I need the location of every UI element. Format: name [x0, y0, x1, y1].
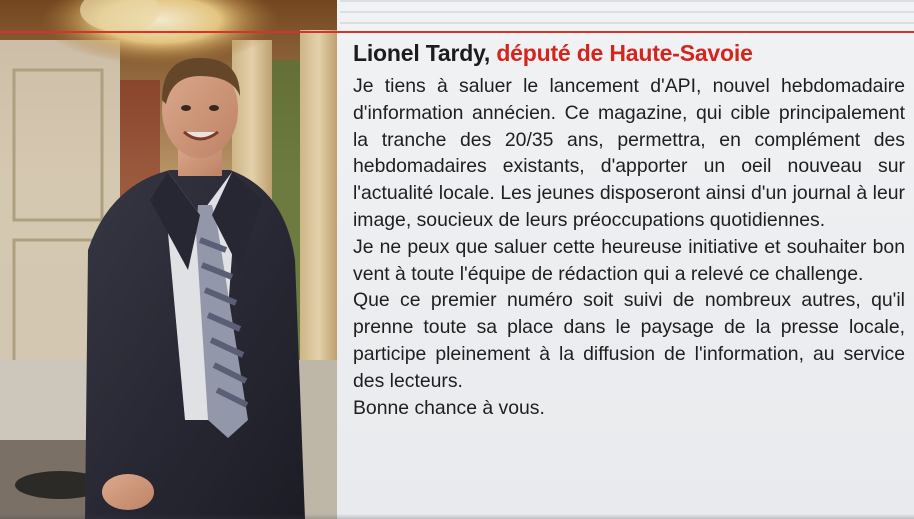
- paragraph-1: Je tiens à saluer le lancement d'API, nouvel hebdomadaire d'information annécien. Ce magazine, qui cible principalement la tranche des 20/35 ans, permettra, en complément des hebdomadaires existants, d'apporter un oeil nouveau sur l'actualité locale. Les jeunes disposeront ainsi d'un journal à leur image, soucieux de leurs préoccupations quotidiennes.: [353, 75, 905, 231]
- page-edge-shadow: [0, 514, 914, 519]
- red-header-rule: [0, 31, 914, 33]
- article-column: [353, 38, 905, 421]
- author-name: Lionel Tardy,: [353, 40, 491, 66]
- portrait-photo: [0, 0, 337, 519]
- paragraph-4: Bonne chance à vous.: [353, 396, 545, 419]
- article-headline: [353, 38, 905, 68]
- paragraph-3: Que ce premier numéro soit suivi de nombreux autres, qu'il prenne toute sa place dans le paysage de la presse locale, participe pleinement à la diffusion de l'information, au service des lecteurs.: [353, 289, 905, 392]
- paragraph-2: Je ne peux que saluer cette heureuse initiative et souhaiter bon vent à toute l'équipe de rédaction qui a relevé ce challenge.: [353, 235, 905, 285]
- bleed-through-text: [340, 0, 914, 30]
- article-body: [353, 73, 905, 421]
- author-role: député de Haute-Savoie: [496, 40, 753, 66]
